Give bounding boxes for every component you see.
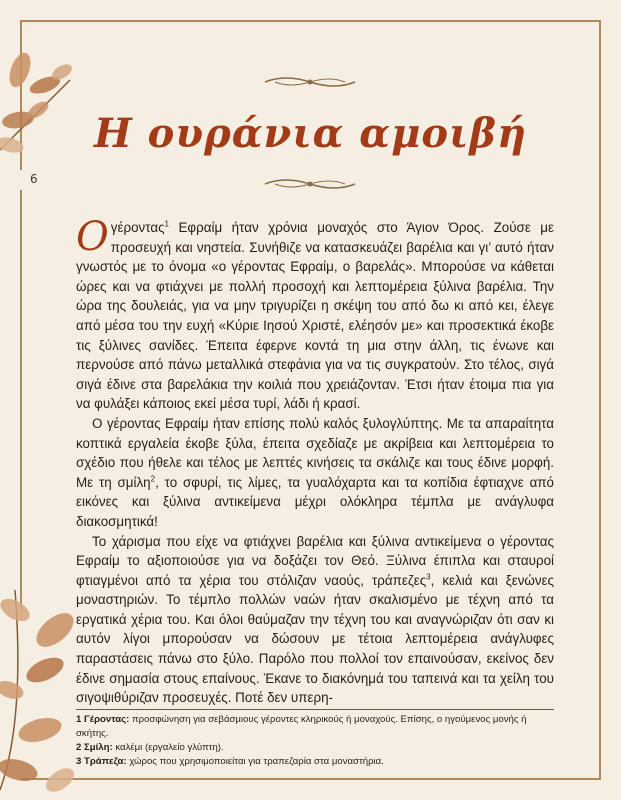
footnote-2 (76, 741, 554, 755)
footnote-text: καλέμι (εργαλείο γλύπτη). (112, 742, 224, 753)
footnote-ref-3: 3 (426, 572, 431, 582)
page-frame-top (20, 20, 601, 22)
footnotes (76, 713, 554, 769)
footnote-1 (76, 713, 554, 741)
paragraph-3 (76, 532, 554, 708)
leaves-decoration-bottom (0, 570, 80, 800)
page-frame-right (599, 20, 601, 780)
page-title: Η ουράνια αμοιβή (93, 110, 528, 157)
page-frame-bottom (20, 778, 601, 780)
ornament-top (255, 72, 365, 92)
footnote-ref-1: 1 (164, 219, 169, 229)
text-run: Ο γέροντας Εφραίμ ήταν επίσης πολύ καλός ξυλογλύπτης. Με τα απαραίτητα κοπτικά εργαλεία έκοβε ξύλα, έπειτα σχεδίαζε με ακρίβεια και λεπτομέρεια το σχέδιο που ήθελε και τέλος με λεπτές κινήσεις τα σκάλιζε και τους έδινε μορφή. Με τη σμίλη (76, 415, 554, 490)
footnote-separator (76, 709, 554, 710)
text-run: Εφραίμ ήταν χρόνια μοναχός στο Άγιον Όρος. Ζούσε με προσευχή και νηστεία. Συνήθιζε να κατασκευάζει βαρέλια και γι’ αυτό ήταν γνωστός με το όνομα «ο γέροντας Εφραίμ, ο βαρελάς». Μπορούσε να κάθεται ώρες και να φτιάχνει με πολλή προσοχή και λεπτομέρεια ξύλινα βαρέλια. Την ώρα της δουλειάς, για να μην τριγυρίζει η σκέψη του από δω κι από κει, έλεγε από μέσα του την ευχή «Κύριε Ιησού Χριστέ, ελέησόν με» και προσεκτικά έκοβε τις ξύλινες σανίδες. Έπειτα έφερνε κοντά τη μια στην άλλη, τις ένωνε και περνούσε από πάνω μεταλλικά στεφάνια για να τις συγκρατούν. Στο τέλος, σιγά σιγά έδινε στα βαρελάκια την κοιλιά που χρειάζονταν. Έτσι ήταν έτοιμα πια για να φυλάξει κάποιος εκεί μέσα τυρί, λάδι ή κρασί. (76, 220, 554, 412)
drop-cap: Ο (76, 214, 109, 260)
footnote-ref-2: 2 (150, 474, 156, 484)
paragraph-1 (76, 214, 554, 414)
footnote-3 (76, 755, 554, 769)
footnote-term: 3 Τράπεζα: (76, 756, 127, 767)
paragraph-2 (76, 414, 554, 532)
page-frame-left-lower (20, 190, 22, 610)
footnote-term: 1 Γέροντας: (76, 714, 130, 725)
story-body (76, 214, 555, 708)
footnote-text: χώρος που χρησιμοποιείται για τραπεζαρία στα μοναστήρια. (126, 756, 384, 767)
footnote-text: προσφώνηση για σεβάσμιους γέροντες κληρικούς ή μοναχούς. Επίσης, ο ηγούμενος μονής ή σκήτης. (76, 714, 527, 739)
footnote-term: 2 Σμίλη: (76, 742, 113, 753)
ornament-bottom (255, 174, 365, 194)
text-run: Το χάρισμα που είχε να φτιάχνει βαρέλια και ξύλινα αντικείμενα ο γέροντας Εφραίμ το αξιοποιούσε για να δοξάζει τον Θεό. Ξύλινα έπιπλα και σταυροί φτιαγμένοι από τα χέρια του στόλιζαν ναούς, τράπεζες (76, 533, 554, 588)
text-run: , το σφυρί, τις λίμες, τα γυαλόχαρτα και τα κοπίδια έφτιαχνε από εικόνες και ξύλινα αντικείμενα μέχρι ολόκληρα τέμπλα με ανάγλυφα διακοσμητικά! (76, 474, 555, 529)
page-number: 6 (30, 172, 38, 186)
text-run: γέροντας (110, 220, 165, 235)
text-run: , κελιά και ξενώνες μοναστηριών. Το τέμπλο πολλών ναών ήταν σκαλισμένο με τέχνη από τα εργατικά χέρια του. Και όλοι θαύμαζαν την τέχνη του και αναγνώριζαν ότι σαν κι αυτόν λίγοι μπορούσαν να δώσουν με τέτοια λεπτομέρεια ανάγλυφες παραστάσεις πάνω στο ξύλο. Παρόλο που πολλοί τον επαινούσαν, εκείνος δεν έδινε σημασία στους επαίνους. Έκανε το διακόνημά του ταπεινά και τα χείλη του σιγοψιθύριζαν προσευχές. Ποτέ δεν υπερη- (76, 572, 554, 706)
